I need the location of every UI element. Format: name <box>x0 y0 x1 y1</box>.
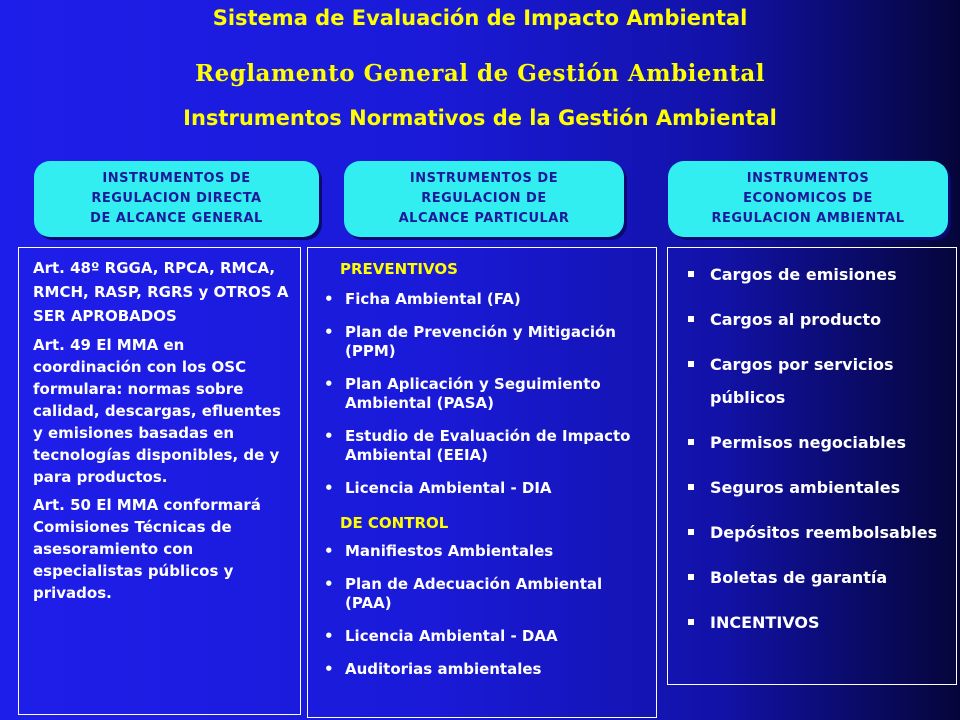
header-particular-regulation <box>344 161 624 237</box>
list-item-label: Auditorias ambientales <box>345 660 542 678</box>
list-control <box>320 542 646 679</box>
list-item <box>680 516 946 549</box>
list-item-label: Cargos al producto <box>710 310 882 329</box>
bullet-icon: • <box>324 660 334 678</box>
header-economic-instruments <box>668 161 948 237</box>
slide-title: Sistema de Evaluación de Impacto Ambiental <box>212 6 748 30</box>
list-item-label: Estudio de Evaluación de Impacto Ambiental (EEIA) <box>345 427 631 464</box>
square-bullet-icon <box>688 361 694 367</box>
list-item-label: Cargos por servicios públicos <box>710 355 894 407</box>
section-de-control: DE CONTROL <box>340 514 449 532</box>
square-bullet-icon <box>688 484 694 490</box>
list-item <box>320 290 646 309</box>
list-item-label: INCENTIVOS <box>710 613 820 632</box>
bullet-icon: • <box>324 323 334 341</box>
article-49: Art. 49 El MMA en coordinación con los OSC formulara: normas sobre calidad, descargas, efluentes y emisiones basadas en tecnologías disponibles, de y para productos. <box>33 336 281 486</box>
list-item-label: Manifiestos Ambientales <box>345 542 554 560</box>
list-item <box>680 471 946 504</box>
bullet-icon: • <box>324 290 334 308</box>
square-bullet-icon <box>688 574 694 580</box>
bullet-icon: • <box>324 542 334 560</box>
header-direct-regulation-label: INSTRUMENTOS DE REGULACION DIRECTA DE ALCANCE GENERAL <box>90 171 263 226</box>
bullet-icon: • <box>324 375 334 393</box>
list-preventivos <box>320 290 646 498</box>
bullet-icon: • <box>324 479 334 497</box>
list-item <box>320 575 646 613</box>
list-item <box>320 479 646 498</box>
bullet-icon: • <box>324 575 334 593</box>
list-item-label: Licencia Ambiental - DAA <box>345 627 558 645</box>
article-50: Art. 50 El MMA conformará Comisiones Técnicas de asesoramiento con especialistas públicos y privados. <box>33 496 261 602</box>
square-bullet-icon <box>688 271 694 277</box>
list-item-label: Plan Aplicación y Seguimiento Ambiental (PASA) <box>345 375 601 412</box>
list-item-label: Boletas de garantía <box>710 568 888 587</box>
square-bullet-icon <box>688 619 694 625</box>
bullet-icon: • <box>324 427 334 445</box>
section-preventivos: PREVENTIVOS <box>340 260 458 278</box>
header-economic-instruments-label: INSTRUMENTOS ECONOMICOS DE REGULACION AMBIENTAL <box>711 171 905 226</box>
list-item <box>320 375 646 413</box>
list-item <box>320 542 646 561</box>
list-item <box>680 258 946 291</box>
square-bullet-icon <box>688 439 694 445</box>
bullet-icon: • <box>324 627 334 645</box>
list-item-label: Cargos de emisiones <box>710 265 897 284</box>
square-bullet-icon <box>688 316 694 322</box>
article-48: Art. 48º RGGA, RPCA, RMCA, RMCH, RASP, RGRS y OTROS A SER APROBADOS <box>33 259 289 325</box>
list-item <box>680 561 946 594</box>
list-item <box>320 660 646 679</box>
square-bullet-icon <box>688 529 694 535</box>
list-item-label: Plan de Prevención y Mitigación (PPM) <box>345 323 616 360</box>
list-item <box>680 348 946 414</box>
list-item-label: Depósitos reembolsables <box>710 523 938 542</box>
list-item-label: Seguros ambientales <box>710 478 901 497</box>
slide-subtitle-regulation: Reglamento General de Gestión Ambiental <box>194 60 766 87</box>
list-item <box>680 606 946 639</box>
list-item-label: Licencia Ambiental - DIA <box>345 479 552 497</box>
list-item <box>680 426 946 459</box>
list-item <box>320 323 646 361</box>
slide-subtitle-instruments: Instrumentos Normativos de la Gestión Ambiental <box>183 106 777 130</box>
list-item <box>320 427 646 465</box>
header-particular-regulation-label: INSTRUMENTOS DE REGULACION DE ALCANCE PARTICULAR <box>398 171 570 226</box>
list-item-label: Ficha Ambiental (FA) <box>345 290 521 308</box>
list-item <box>320 627 646 646</box>
panel-direct-regulation <box>18 247 301 715</box>
list-economic <box>680 258 946 639</box>
header-direct-regulation <box>34 161 319 237</box>
panel-particular-regulation <box>307 247 657 718</box>
list-item <box>680 303 946 336</box>
list-item-label: Permisos negociables <box>710 433 906 452</box>
panel-economic-instruments <box>667 247 957 685</box>
list-item-label: Plan de Adecuación Ambiental (PAA) <box>345 575 603 612</box>
